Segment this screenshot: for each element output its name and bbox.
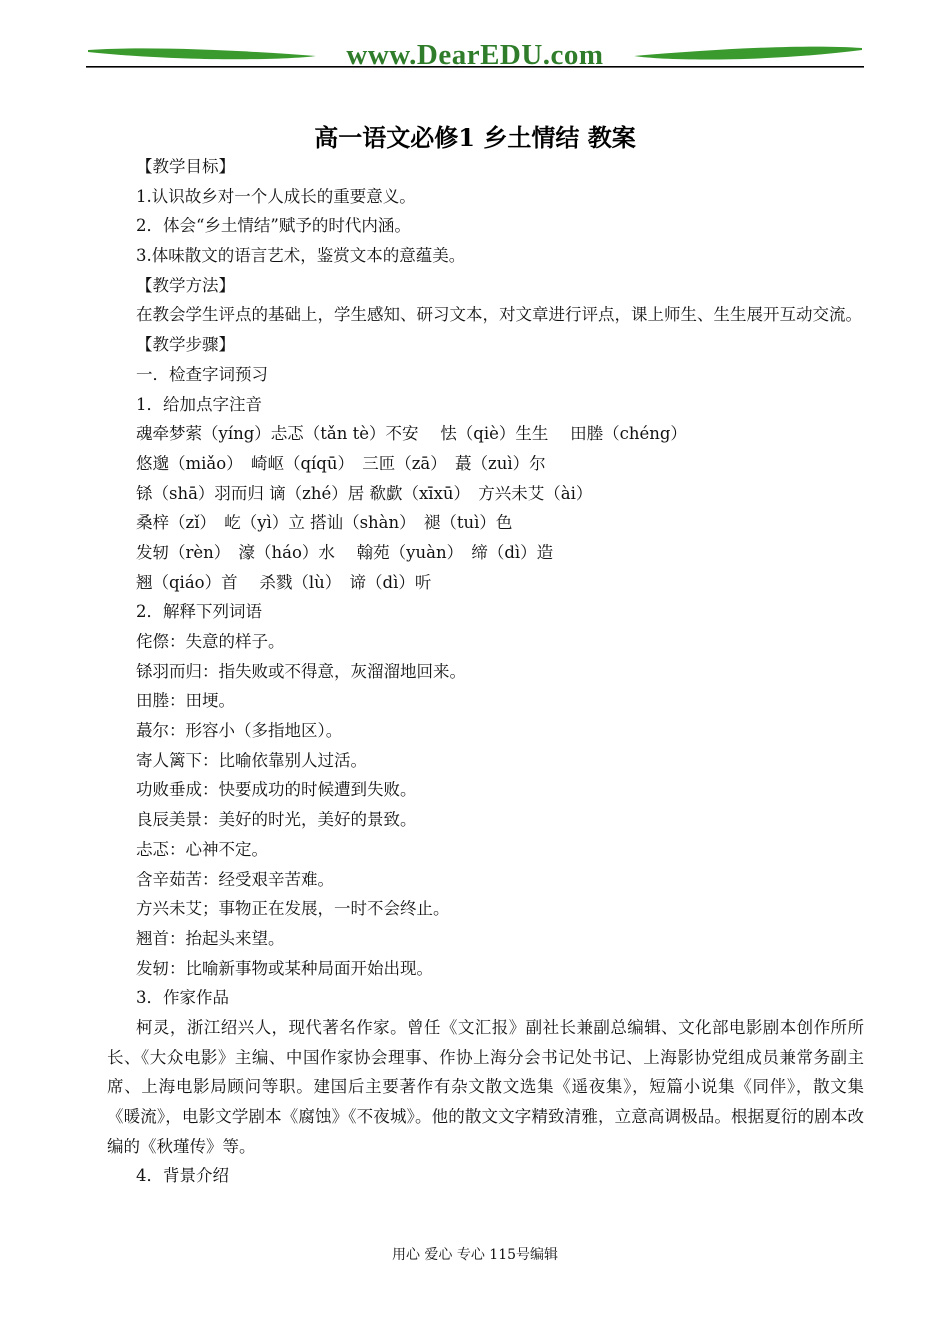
- text-line: 一．检查字词预习: [136, 364, 268, 384]
- document-body: [107, 152, 864, 1191]
- method-paragraph: 在教会学生评点的基础上，学生感知、研习文本，对文章进行评点，课上师生、生生展开互动交流。: [136, 305, 862, 325]
- text-line: 发轫：比喻新事物或某种局面开始出现。: [136, 958, 433, 978]
- text-line: 2．解释下列词语: [136, 602, 262, 622]
- text-line: 发轫（rèn） 濠（háo）水 翰苑（yuàn） 缔（dì）造: [136, 542, 554, 562]
- text-line: 田塍：田埂。: [136, 691, 235, 711]
- background-section: [107, 1161, 864, 1191]
- text-line: 4．背景介绍: [136, 1166, 229, 1186]
- steps-section: [107, 330, 864, 1013]
- text-line: 翘（qiáo）首 杀戮（lù） 谛（dì）听: [136, 572, 432, 592]
- text-line: 功败垂成：快要成功的时候遭到失败。: [136, 780, 417, 800]
- text-line: 【教学目标】: [136, 157, 235, 176]
- text-line: 铩（shā）羽而归 谪（zhé）居 欷歔（xīxū） 方兴未艾（ài）: [136, 483, 593, 503]
- page-title: 高一语文必修1 乡土情结 教案: [314, 123, 636, 152]
- text-line: 蕞尔：形容小（多指地区）。: [136, 721, 343, 741]
- text-line: 1.认识故乡对一个人成长的重要意义。: [136, 186, 416, 206]
- site-logo[interactable]: www.DearEDU.com: [346, 39, 604, 71]
- text-line: 【教学步骤】: [136, 335, 235, 355]
- text-line: 含辛茹苦：经受艰辛苦难。: [136, 869, 334, 889]
- text-line: 方兴未艾；事物正在发展，一时不会终止。: [136, 899, 450, 919]
- text-line: 悠邈（miǎo） 崎岖（qíqū） 三匝（zā） 蕞（zuì）尔: [136, 453, 546, 473]
- text-line: 铩羽而归：指失败或不得意，灰溜溜地回来。: [136, 661, 466, 681]
- text-line: 忐忑：心神不定。: [136, 839, 268, 859]
- text-line: 1．给加点字注音: [136, 394, 262, 414]
- text-line: 桑梓（zǐ） 屹（yì）立 搭讪（shàn） 褪（tuì）色: [136, 513, 513, 533]
- text-line: 3．作家作品: [136, 988, 229, 1008]
- text-line: 魂牵梦萦（yíng）忐忑（tǎn tè）不安 怯（qiè）生生 田塍（chéng）: [136, 424, 687, 444]
- text-line: 寄人篱下：比喻依靠别人过活。: [136, 750, 367, 770]
- text-line: 良辰美景：美好的时光，美好的景致。: [136, 810, 417, 830]
- site-header: [86, 36, 864, 76]
- text-line: 侘傺：失意的样子。: [136, 632, 285, 652]
- text-line: 翘首：抬起头来望。: [136, 928, 285, 948]
- page-footer: 用心 爱心 专心 115号编辑: [391, 1247, 559, 1263]
- objectives-section: [107, 152, 864, 300]
- text-line: 2．体会“乡土情结”赋予的时代内涵。: [136, 216, 411, 236]
- author-paragraph: 柯灵，浙江绍兴人，现代著名作家。曾任《文汇报》副社长兼副总编辑、文化部电影剧本创作所所长、《大众电影》主编、中国作家协会理事、作协上海分会书记处书记、上海影协党组成员兼常务副主席、上海电影局顾问等职。建国后主要著作有杂文散文选集《遥夜集》，短篇小说集《同伴》，散文集《暖流》，电影文学剧本《腐蚀》《不夜城》。他的散文文字精致清雅，立意高调极品。根据夏衍的剧本改编的《秋瑾传》等。: [107, 1017, 864, 1156]
- text-line: 【教学方法】: [136, 275, 235, 295]
- text-line: 3.体味散文的语言艺术，鉴赏文本的意蕴美。: [136, 246, 466, 266]
